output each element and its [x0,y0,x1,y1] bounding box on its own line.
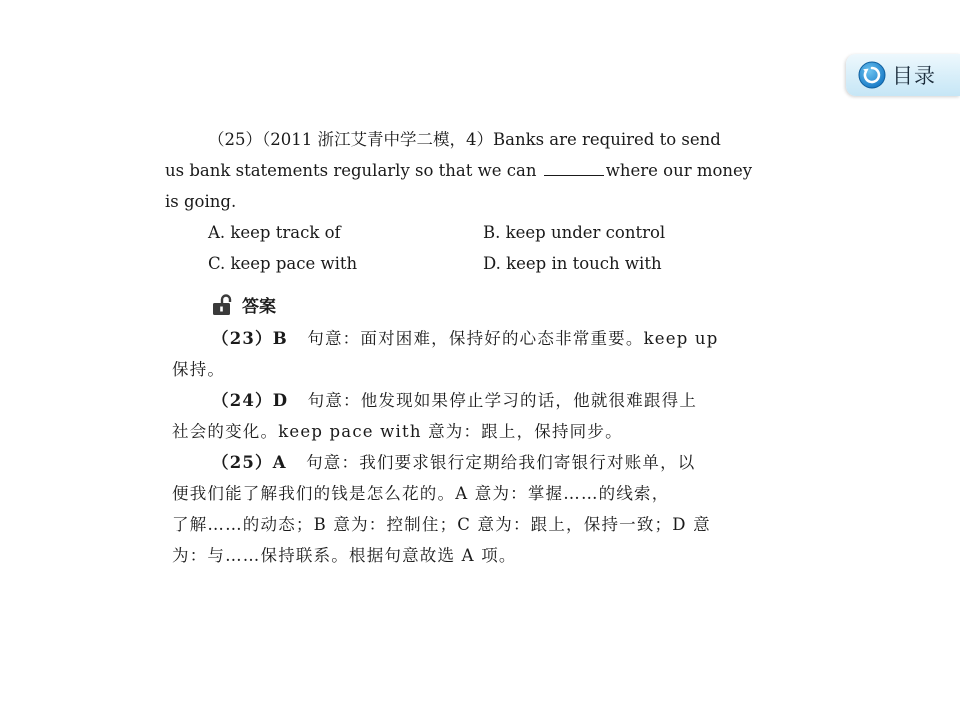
answer-heading-label: 答案 [242,297,276,317]
question-line-2-before: us bank statements regularly so that we can [165,161,542,180]
question-line-3: is going. [165,192,237,211]
answer-23-text: 句意：面对困难，保持好的心态非常重要。keep up [307,329,719,348]
answer-blank [544,161,604,176]
answer-24-continued: 社会的变化。keep pace with 意为：跟上，保持同步。 [172,422,623,441]
answer-25-text: 句意：我们要求银行定期给我们寄银行对账单，以 [306,453,696,472]
option-a: A. keep track of [208,223,341,242]
answer-25-continued-3: 为：与……保持联系。根据句意故选 A 项。 [172,546,517,565]
answer-24-text: 句意：他发现如果停止学习的话，他就很难跟得上 [307,391,698,410]
answer-25-key: （25）A [212,453,287,472]
answer-25-continued-1: 便我们能了解我们的钱是怎么花的。A 意为：掌握……的线索， [172,484,670,503]
answer-23-continued: 保持。 [172,360,226,379]
answer-24-line [212,385,697,416]
toc-button[interactable] [846,54,960,96]
refresh-circle-icon [858,61,886,89]
question-line-2-after: where our money [605,161,753,180]
question-line-1: （25）（2011 浙江艾青中学二模，4）Banks are required to send [208,130,721,149]
answer-24-key: （24）D [212,391,289,410]
unlock-icon [212,294,234,316]
question-line-2 [165,155,752,186]
answer-heading [212,292,276,317]
answer-23-key: （23）B [212,329,288,348]
answer-25-line [212,447,696,478]
option-b: B. keep under control [483,223,666,242]
option-c: C. keep pace with [208,254,358,273]
answer-25-continued-2: 了解……的动态；B 意为：控制住；C 意为：跟上，保持一致；D 意 [172,515,711,534]
toc-label: 目录 [892,64,936,88]
answer-23-line [212,323,719,354]
option-d: D. keep in touch with [483,254,662,273]
